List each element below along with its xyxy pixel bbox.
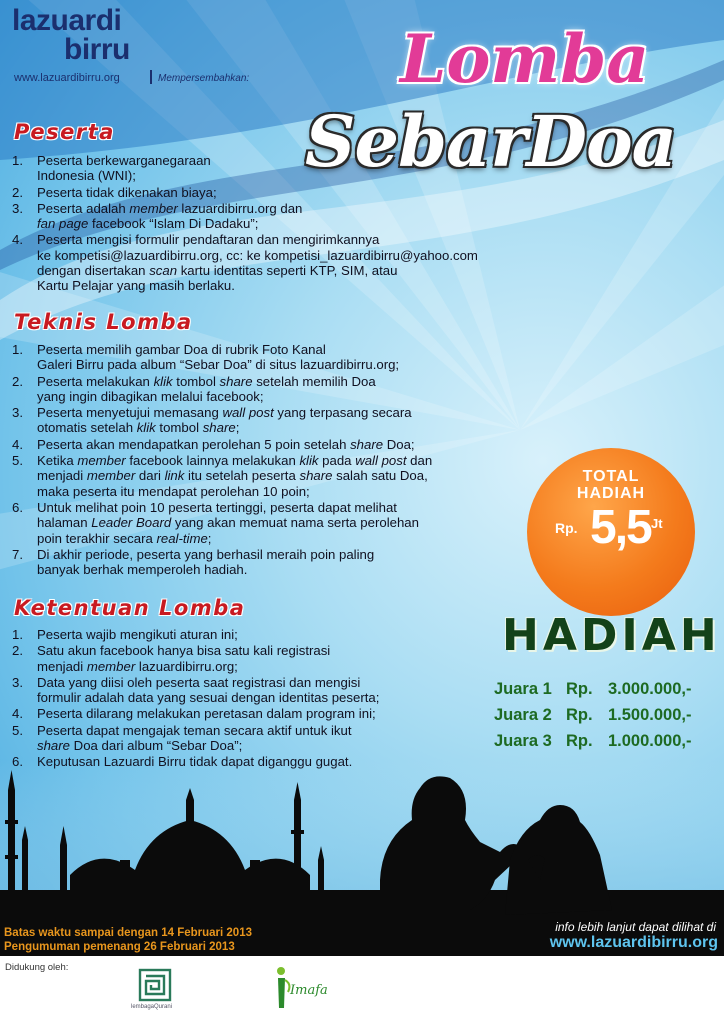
list-item <box>12 675 492 706</box>
item-line: yang ingin dibagikan melalui facebook; <box>37 388 264 404</box>
prize-row-3 <box>494 732 691 751</box>
list-ketentuan-lomba <box>12 627 492 771</box>
item-number: 1. <box>12 342 23 357</box>
item-number: 4. <box>12 232 23 248</box>
deadline-text: Batas waktu sampai dengan 14 Februari 2013 <box>4 927 252 939</box>
item-number: 1. <box>12 153 23 168</box>
item-line: Kartu Pelajar yang masih berlaku. <box>37 278 235 294</box>
item-number: 7. <box>12 546 23 562</box>
footer-url-link[interactable]: www.lazuardibirru.org <box>549 934 718 951</box>
item-line: Data yang diisi oleh peserta saat registrasi dan mengisi <box>37 674 361 690</box>
item-line: maka peserta itu mendapat perolehan 10 poin; <box>37 483 310 499</box>
item-number: 5. <box>12 453 23 469</box>
hadiah-label: HADIAH <box>576 485 646 502</box>
item-number: 1. <box>12 627 23 642</box>
heading-ketentuan-lomba: Ketentuan Lomba <box>14 596 246 620</box>
item-line: Peserta mengisi formulir pendaftaran dan mengirimkannya <box>37 232 380 248</box>
total-label: TOTAL <box>582 468 640 485</box>
item-line: Satu akun facebook hanya bisa satu kali registrasi <box>37 643 331 659</box>
list-item <box>12 185 572 200</box>
item-line: Peserta adalah member lazuardibirru.org dan <box>37 200 303 216</box>
item-line: Untuk melihat poin 10 peserta tertinggi, peserta dapat melihat <box>37 499 397 515</box>
item-line: Peserta melakukan klik tombol share setelah memilih Doa <box>37 373 376 389</box>
prize-currency: Rp. <box>566 680 593 698</box>
logo-word-birru: birru <box>64 33 130 66</box>
list-item <box>12 627 492 642</box>
item-line: Peserta berkewarganegaraan <box>37 153 211 168</box>
item-line: dengan disertakan scan kartu identitas seperti KTP, SIM, atau <box>37 263 398 279</box>
list-item <box>12 405 512 436</box>
lembaga-qurani-name: lembagaQurani <box>131 1004 173 1010</box>
item-number: 3. <box>12 405 23 421</box>
prize-currency: Rp. <box>566 706 593 724</box>
item-line: fan page facebook “Islam Di Dadaku”; <box>37 216 259 232</box>
lembaga-qurani-logo-icon[interactable] <box>138 968 172 1002</box>
list-item <box>12 232 572 293</box>
imafa-logo-icon[interactable] <box>272 966 292 1010</box>
item-line: otomatis setelah klik tombol share; <box>37 420 240 436</box>
more-info-text: info lebih lanjut dapat dilihat di <box>555 920 716 934</box>
logo-word-lazuardi: lazuardi <box>12 4 122 37</box>
list-item <box>12 500 512 546</box>
prize-row-1 <box>494 680 691 699</box>
item-line: menjadi member lazuardibirru.org; <box>37 658 238 674</box>
prize-label: Juara 1 <box>494 680 552 698</box>
total-amount: 5,5 <box>590 501 651 554</box>
list-item <box>12 342 512 373</box>
item-line: Peserta dapat mengajak teman secara aktif untuk ikut <box>37 722 352 738</box>
item-line: banyak berhak memperoleh hadiah. <box>37 562 248 578</box>
item-line: Peserta menyetujui memasang wall post yang terpasang secara <box>37 405 412 421</box>
list-item <box>12 153 572 184</box>
item-number: 2. <box>12 184 23 200</box>
item-line: share Doa dari album “Sebar Doa”; <box>37 738 243 754</box>
item-number: 5. <box>12 722 23 738</box>
item-line: Di akhir periode, peserta yang berhasil meraih poin paling <box>37 546 375 562</box>
item-number: 3. <box>12 200 23 216</box>
mosque-and-prayer-silhouette <box>0 760 724 920</box>
item-line: Indonesia (WNI); <box>37 168 136 184</box>
item-number: 4. <box>12 436 23 452</box>
item-number: 2. <box>12 643 23 659</box>
list-item <box>12 437 512 452</box>
prize-currency: Rp. <box>566 732 593 750</box>
item-line: Peserta dilarang melakukan peretasan dalam program ini; <box>37 706 376 722</box>
prize-amount: 1.000.000,- <box>608 732 692 750</box>
list-item <box>12 706 492 721</box>
total-unit: Jt <box>651 516 663 531</box>
heading-teknis-lomba: Teknis Lomba <box>14 310 193 334</box>
prize-label: Juara 3 <box>494 732 552 750</box>
announcement-text: Pengumuman pemenang 26 Februari 2013 <box>4 941 235 953</box>
item-line: halaman Leader Board yang akan memuat nama serta perolehan <box>37 515 419 531</box>
heading-peserta: Peserta <box>14 120 115 144</box>
prize-label: Juara 2 <box>494 706 552 724</box>
list-item <box>12 723 492 754</box>
presents-label: Mempersembahkan: <box>158 73 250 84</box>
item-number: 3. <box>12 674 23 690</box>
item-line: Peserta akan mendapatkan perolehan 5 poin setelah share Doa; <box>37 436 415 452</box>
item-line: Ketika member facebook lainnya melakukan klik pada wall post dan <box>37 453 433 469</box>
item-line: Peserta wajib mengikuti aturan ini; <box>37 627 238 642</box>
logo-divider <box>150 70 152 84</box>
prize-row-2 <box>494 706 691 725</box>
item-line: Peserta tidak dikenakan biaya; <box>37 184 217 200</box>
prize-amount: 1.500.000,- <box>608 706 692 724</box>
list-item <box>12 374 512 405</box>
deadline-info <box>4 926 252 954</box>
item-line: ke kompetisi@lazuardibirru.org, cc: ke kompetisi_lazuardibirru@yahoo.com <box>37 247 478 263</box>
item-number: 4. <box>12 706 23 722</box>
item-number: 2. <box>12 373 23 389</box>
list-item <box>12 453 512 499</box>
logo-url: www.lazuardibirru.org <box>14 72 120 84</box>
title-sebar-doa: SebarDoa <box>305 100 677 183</box>
list-item <box>12 201 572 232</box>
item-line: formulir adalah data yang sesuai dengan identitas peserta; <box>37 690 380 706</box>
lazuardi-birru-logo[interactable] <box>12 6 130 64</box>
prize-amount: 3.000.000,- <box>608 680 692 698</box>
list-teknis-lomba <box>12 342 512 578</box>
item-line: Galeri Birru pada album “Sebar Doa” di situs lazuardibirru.org; <box>37 357 400 373</box>
list-item <box>12 547 512 578</box>
list-item <box>12 643 492 674</box>
sponsor-strip <box>0 956 724 1024</box>
title-lomba: Lomba <box>400 20 650 98</box>
list-peserta <box>12 153 572 295</box>
hadiah-heading: HADIAH <box>502 610 721 661</box>
item-line: Peserta memilih gambar Doa di rubrik Foto Kanal <box>37 342 326 357</box>
supported-by-label: Didukung oleh: <box>5 962 69 973</box>
item-number: 6. <box>12 499 23 515</box>
total-hadiah-badge <box>527 448 695 616</box>
imafa-name: Imafa <box>290 983 328 998</box>
item-line: menjadi member dari link itu setelah peserta share salah satu Doa, <box>37 468 428 484</box>
item-line: poin terakhir secara real-time; <box>37 530 212 546</box>
total-currency: Rp. <box>555 520 578 536</box>
